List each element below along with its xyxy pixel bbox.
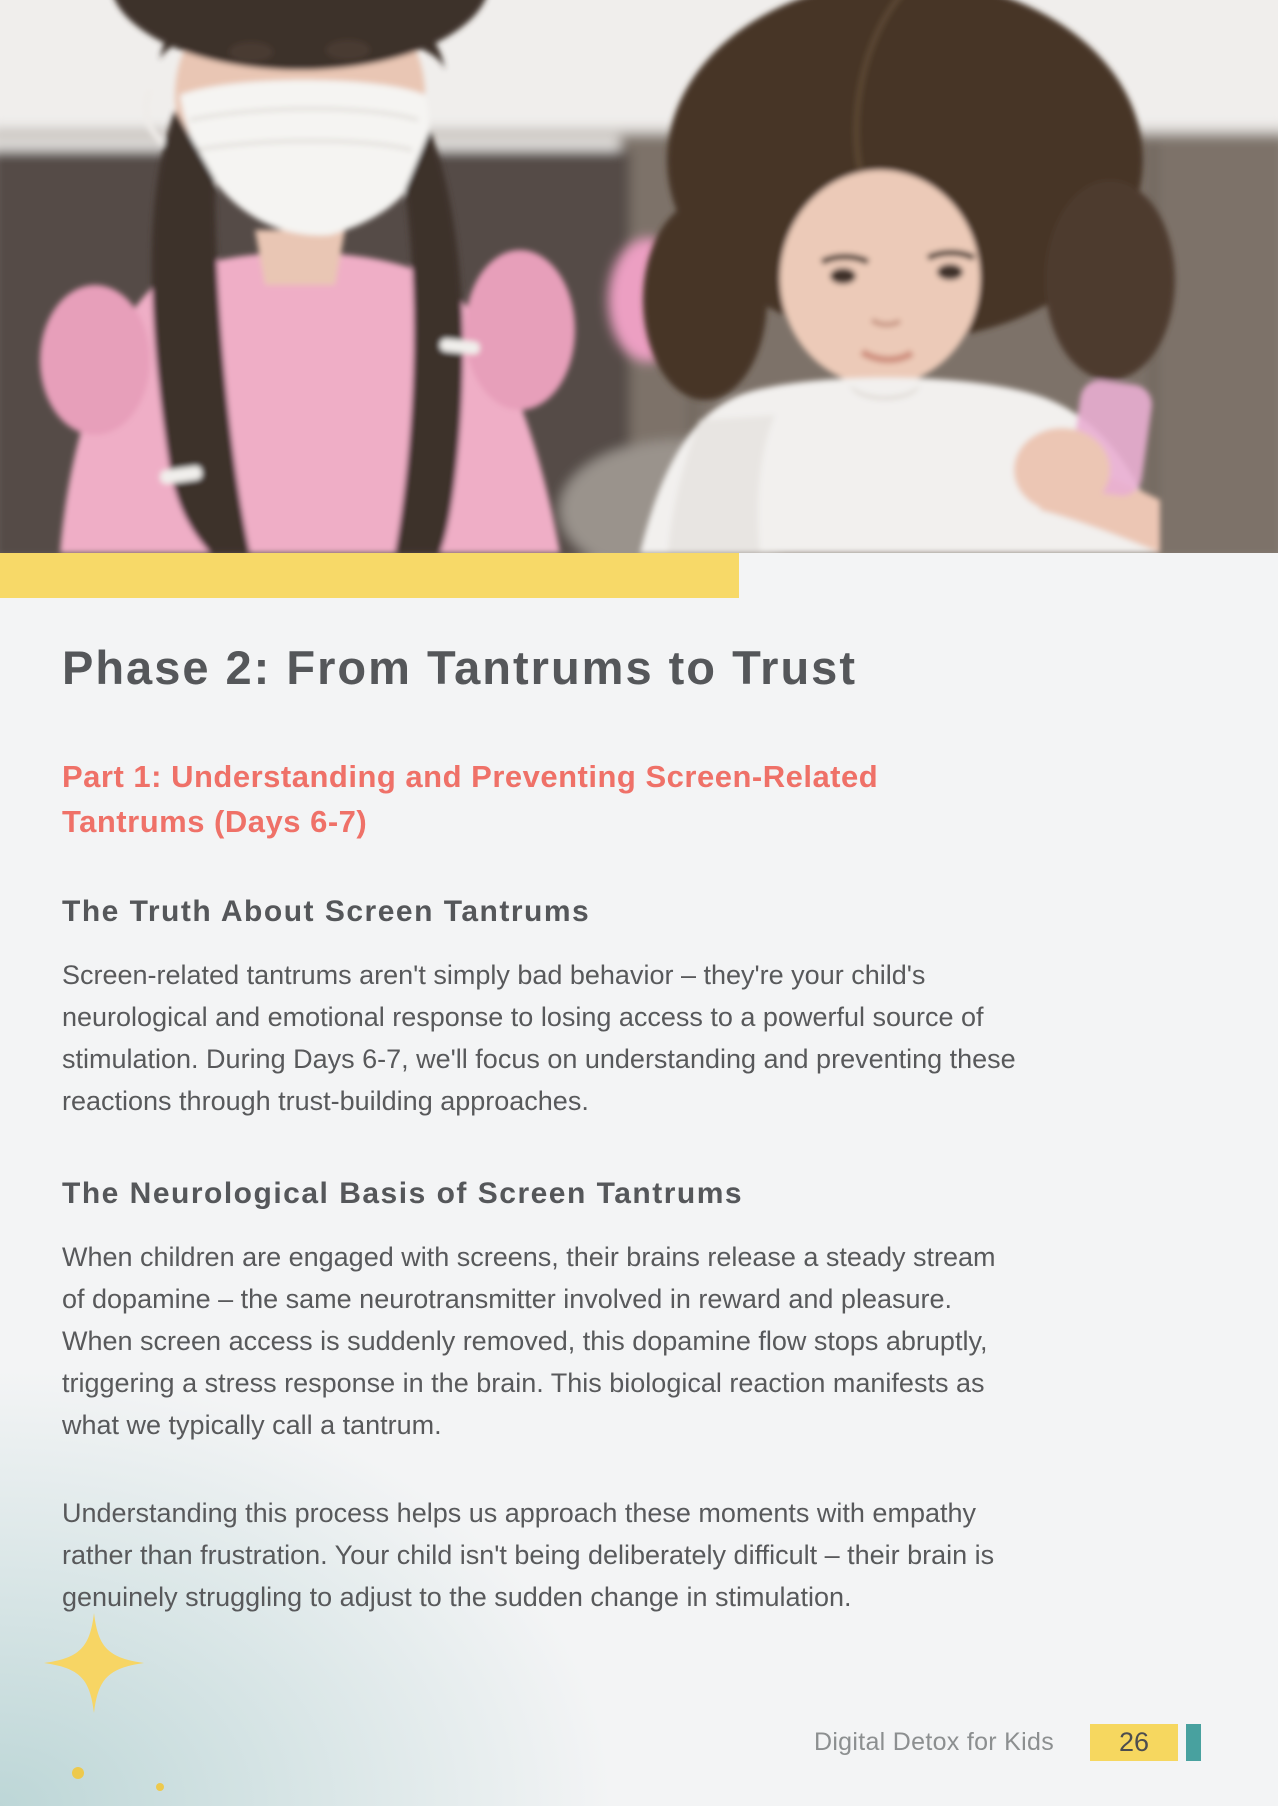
yellow-accent-bar bbox=[0, 553, 739, 598]
section-heading-truth: The Truth About Screen Tantrums bbox=[62, 895, 591, 928]
page-title: Phase 2: From Tantrums to Trust bbox=[62, 641, 857, 694]
header-photo-illustration bbox=[0, 0, 1278, 553]
page-content bbox=[62, 598, 1027, 1618]
book-title: Digital Detox for Kids bbox=[813, 1727, 1054, 1756]
paragraph-neurological-2: Understanding this process helps us approach these moments with empathy rather than frustration. Your child isn't being deliberately difficult – their brain is genuinely struggling to adjust to the sudden change in stimulation. bbox=[62, 1498, 995, 1612]
page-number-badge: 26 bbox=[1090, 1724, 1178, 1761]
paragraph-truth: Screen-related tantrums aren't simply bad behavior – they're your child's neurological and emotional response to losing access to a powerful source of stimulation. During Days 6-7, we'll focus on understanding and preventing these reactions through trust-building approaches. bbox=[62, 960, 1016, 1116]
toddler bbox=[640, 0, 1175, 553]
dot-decoration bbox=[72, 1767, 84, 1779]
header-photo bbox=[0, 0, 1278, 553]
section-heading-neurological: The Neurological Basis of Screen Tantrums bbox=[62, 1177, 744, 1210]
page-footer bbox=[814, 1722, 1201, 1762]
dot-decoration bbox=[156, 1783, 164, 1791]
part-subtitle: Part 1: Understanding and Preventing Screen-Related Tantrums (Days 6-7) bbox=[62, 759, 879, 839]
sparkle-icon bbox=[44, 1612, 144, 1714]
teal-accent-mark bbox=[1186, 1724, 1201, 1761]
paragraph-neurological-1: When children are engaged with screens, their brains release a steady stream of dopamine – the same neurotransmitter involved in reward and pleasure. When screen access is suddenly removed, this dopamine flow stops abruptly, triggering a stress response in the brain. This biological reaction manifests as what we typically call a tantrum. bbox=[62, 1242, 996, 1440]
